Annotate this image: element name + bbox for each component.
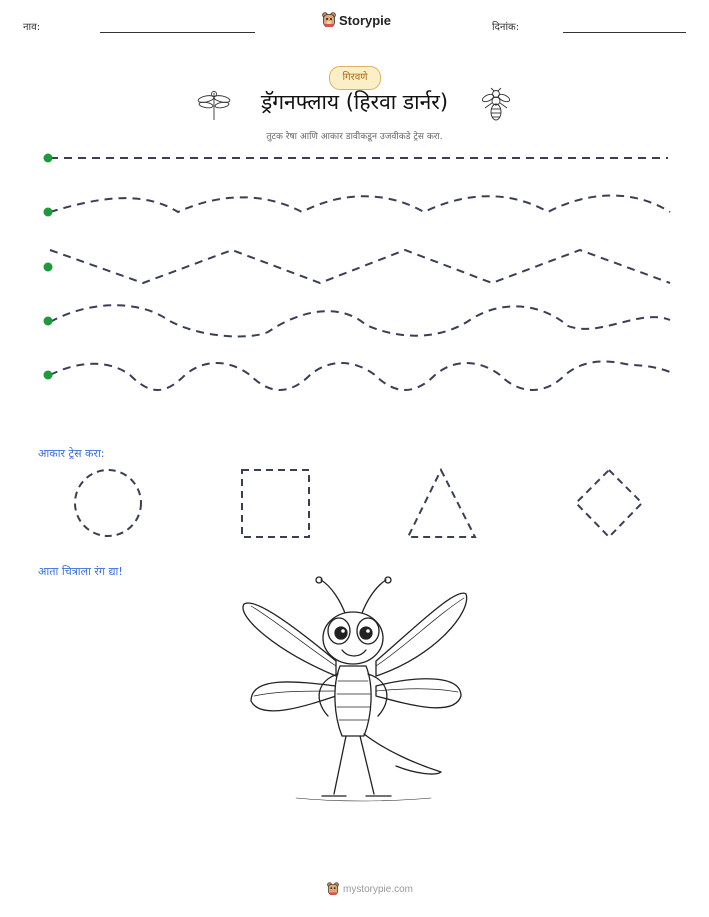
tracing-lines-area	[0, 140, 709, 400]
brand-name: Storypie	[339, 12, 392, 28]
start-dot	[44, 317, 53, 326]
start-dot	[44, 154, 53, 163]
date-field-line[interactable]	[563, 32, 686, 33]
coloring-section-label: आता चित्राला रंग द्या!	[38, 565, 123, 578]
storypie-bear-logo-icon	[327, 882, 339, 896]
trace-diamond[interactable]	[576, 470, 642, 537]
storypie-bear-logo-icon	[322, 12, 336, 28]
tracing-line-zigzag[interactable]	[50, 250, 670, 283]
start-dot	[44, 371, 53, 380]
page-title: ड्रॅगनफ्लाय (हिरवा डार्नर)	[260, 90, 449, 114]
footer	[327, 882, 413, 896]
instructions-text: तुटक रेषा आणि आकार डावीकडून उजवीकडे ट्रेस करा.	[266, 132, 443, 142]
tracing-line-curve-wave[interactable]	[50, 305, 670, 336]
shapes-section-label: आकार ट्रेस करा:	[38, 447, 105, 460]
tracing-line-gentle-wave[interactable]	[50, 196, 670, 213]
category-badge: गिरवणे	[329, 66, 381, 90]
trace-square[interactable]	[242, 470, 309, 537]
name-label: नाव:	[23, 22, 41, 33]
trace-triangle[interactable]	[408, 470, 475, 537]
bee-icon	[482, 88, 510, 124]
cartoon-dragonfly-coloring-icon[interactable]	[236, 576, 476, 806]
date-label: दिनांक:	[492, 22, 520, 33]
tracing-line-wave[interactable]	[50, 361, 670, 390]
start-dot	[44, 263, 53, 272]
start-dot	[44, 208, 53, 217]
trace-shapes-area	[0, 465, 709, 545]
footer-url[interactable]: mystorypie.com	[343, 883, 414, 895]
trace-circle[interactable]	[75, 470, 141, 536]
brand-logo	[322, 12, 391, 28]
name-field-line[interactable]	[100, 32, 255, 33]
